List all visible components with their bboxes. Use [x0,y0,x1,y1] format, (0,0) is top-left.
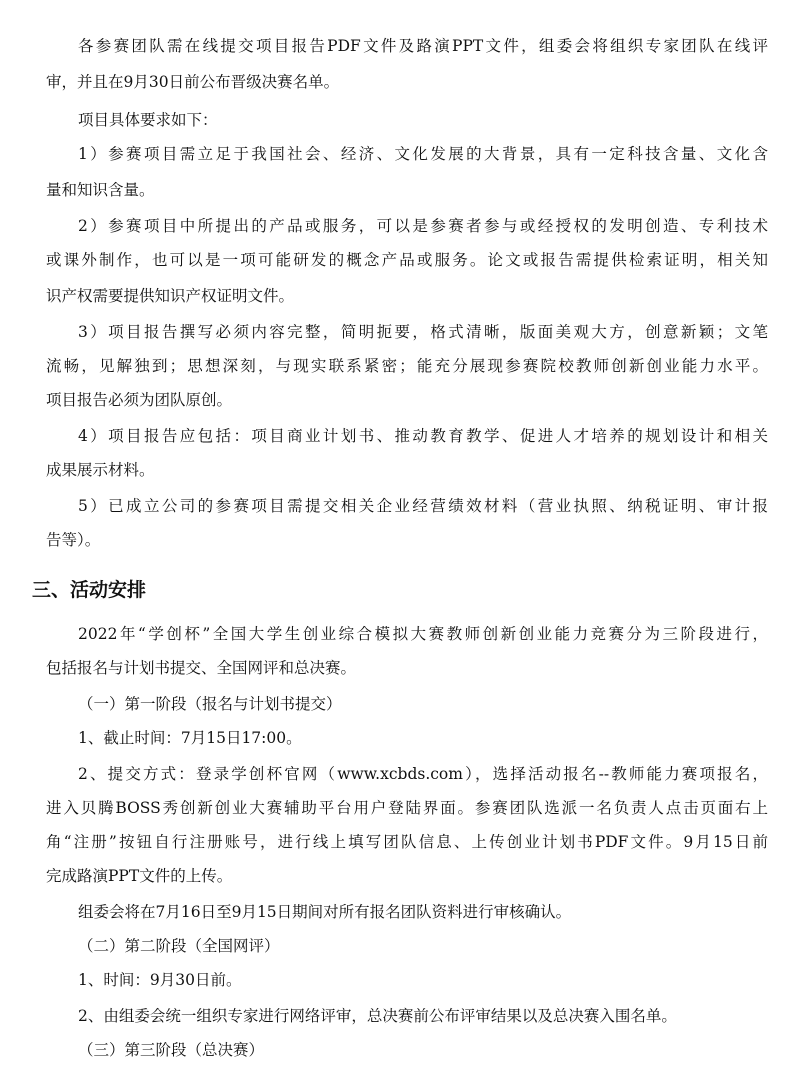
stage-1-item-1: 1、截止时间：7月15日17:00。 [78,729,302,747]
requirement-1-line: 1）参赛项目需立足于我国社会、经济、文化发展的大背景，具有一定科技含量、文化含 [78,145,768,163]
stage-1-review-note: 组委会将在7月16日至9月15日期间对所有报名团队资料进行审核确认。 [78,903,572,921]
requirement-3-line: 项目报告必须为团队原创。 [46,391,233,409]
intro-paragraph-line: 各参赛团队需在线提交项目报告PDF文件及路演PPT文件，组委会将组织专家团队在线评 [78,37,768,55]
section-paragraph-line: 2022年“学创杯”全国大学生创业综合模拟大赛教师创新创业能力竞赛分为三阶段进行， [78,625,768,643]
stage-1-item-2-line: 2、提交方式：登录学创杯官网（www.xcbds.com），选择活动报名--教师能力赛项报名， [78,765,768,783]
intro-paragraph-line: 审，并且在9月30日前公布晋级决赛名单。 [46,73,340,91]
requirement-3-line: 3）项目报告撰写必须内容完整，简明扼要，格式清晰，版面美观大方，创意新颖；文笔 [78,323,768,341]
requirement-5-line: 告等）。 [46,531,101,549]
requirement-1-line: 量和知识含量。 [46,181,155,199]
requirement-2-line: 识产权需要提供知识产权证明文件。 [46,287,295,305]
stage-1-item-2-line: 完成路演PPT文件的上传。 [46,867,233,885]
stage-2-item-1: 1、时间：9月30日前。 [78,971,242,989]
section-paragraph-line: 包括报名与计划书提交、全国网评和总决赛。 [46,659,357,677]
stage-2-heading: （二）第二阶段（全国网评） [78,937,280,955]
requirement-4-line: 成果展示材料。 [46,461,155,479]
requirement-2-line: 或课外制作，也可以是一项可能研发的概念产品或服务。论文或报告需提供检索证明，相关知 [46,251,768,269]
requirement-2-line: 2）参赛项目中所提出的产品或服务，可以是参赛者参与或经授权的发明创造、专利技术 [78,217,768,235]
requirement-4-line: 4）项目报告应包括：项目商业计划书、推动教育教学、促进人才培养的规划设计和相关 [78,427,768,445]
stage-1-item-2-line: 进入贝腾BOSS秀创新创业大赛辅助平台用户登陆界面。参赛团队选派一名负责人点击页面右上 [46,799,768,817]
stage-2-item-2: 2、由组委会统一组织专家进行网络评审，总决赛前公布评审结果以及总决赛入围名单。 [78,1007,677,1025]
section-heading: 三、活动安排 [32,579,147,601]
requirement-5-line: 5）已成立公司的参赛项目需提交相关企业经营绩效材料（营业执照、纳税证明、审计报 [78,497,768,515]
stage-1-heading: （一）第一阶段（报名与计划书提交） [78,695,342,713]
stage-1-item-2-line: 角“注册”按钮自行注册账号，进行线上填写团队信息、上传创业计划书PDF文件。9月15日前 [46,833,768,851]
requirement-3-line: 流畅，见解独到；思想深刻，与现实联系紧密；能充分展现参赛院校教师创新创业能力水平。 [46,357,768,375]
requirements-title: 项目具体要求如下： [78,111,218,129]
stage-3-heading: （三）第三阶段（总决赛） [78,1041,265,1059]
